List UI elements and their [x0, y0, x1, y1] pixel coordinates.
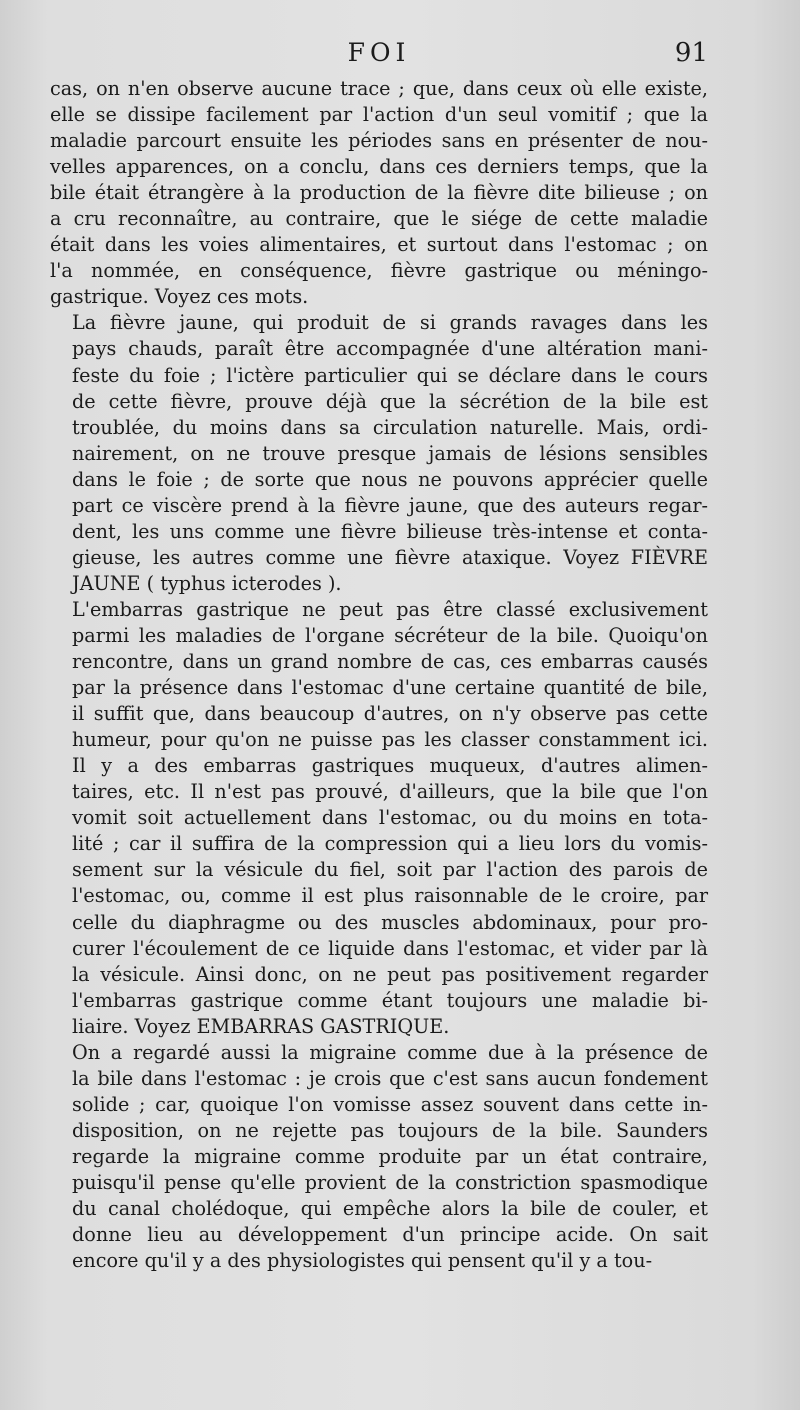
- text-line: cas, on n'en observe aucune trace ; que, dans ceux où elle existe,: [50, 77, 708, 100]
- text-line: gieuse, les autres comme une fièvre ataxique. Voyez FIÈVRE: [72, 545, 708, 569]
- text-line: parmi les maladies de l'organe sécréteur de la bile. Quoiqu'on: [72, 623, 708, 647]
- text-line: de cette fièvre, prouve déjà que la sécrétion de la bile est: [72, 389, 708, 413]
- text-line: maladie parcourt ensuite les périodes sans en présenter de nou-: [50, 129, 708, 153]
- text-line: L'embarras gastrique ne peut pas être classé exclusivement: [72, 597, 708, 621]
- text-line: rencontre, dans un grand nombre de cas, ces embarras causés: [72, 650, 708, 674]
- page-header: [50, 38, 708, 78]
- paragraph: [50, 597, 708, 1040]
- text-line: taires, etc. Il n'est pas prouvé, d'ailleurs, que la bile que l'on: [72, 780, 708, 804]
- paragraph: [50, 1040, 708, 1274]
- text-line: Il y a des embarras gastriques muqueux, d'autres alimen-: [72, 754, 708, 778]
- text-line: puisqu'il pense qu'elle provient de la constriction spasmodique: [72, 1170, 708, 1194]
- text-line: On a regardé aussi la migraine comme due à la présence de: [72, 1040, 708, 1064]
- text-line: vomit soit actuellement dans l'estomac, ou du moins en tota-: [72, 806, 708, 830]
- text-line: liaire. Voyez EMBARRAS GASTRIQUE.: [72, 1014, 450, 1038]
- text-line: disposition, on ne rejette pas toujours de la bile. Saunders: [72, 1118, 708, 1142]
- paragraph: [50, 76, 708, 310]
- text-line: curer l'écoulement de ce liquide dans l'estomac, et vider par là: [72, 936, 708, 960]
- text-line: l'embarras gastrique comme étant toujours une maladie bi-: [72, 988, 708, 1012]
- text-line: par la présence dans l'estomac d'une certaine quantité de bile,: [72, 676, 708, 700]
- text-line: du canal cholédoque, qui empêche alors la bile de couler, et: [72, 1197, 708, 1221]
- text-line: encore qu'il y a des physiologistes qui pensent qu'il y a tou-: [72, 1249, 653, 1273]
- text-line: il suffit que, dans beaucoup d'autres, on n'y observe pas cette: [72, 702, 708, 726]
- text-line: bile était étrangère à la production de la fièvre dite bilieuse ; on: [50, 181, 708, 205]
- text-line: velles apparences, on a conclu, dans ces derniers temps, que la: [50, 155, 708, 179]
- text-line: l'estomac, ou, comme il est plus raisonnable de le croire, par: [72, 884, 708, 908]
- text-line: gastrique. Voyez ces mots.: [50, 285, 309, 309]
- text-line: sement sur la vésicule du fiel, soit par l'action des parois de: [72, 858, 708, 882]
- text-line: feste du foie ; l'ictère particulier qui se déclare dans le cours: [72, 363, 708, 387]
- text-line: lité ; car il suffira de la compression qui a lieu lors du vomis-: [72, 832, 708, 856]
- text-line: donne lieu au développement d'un principe acide. On sait: [72, 1223, 708, 1247]
- text-line: JAUNE ( typhus icterodes ).: [72, 571, 342, 595]
- body-text: [50, 76, 708, 1274]
- text-line: a cru reconnaître, au contraire, que le siége de cette maladie: [50, 207, 708, 231]
- text-line: la vésicule. Ainsi donc, on ne peut pas positivement regarder: [72, 962, 708, 986]
- page-number: 91: [674, 38, 708, 68]
- text-line: l'a nommée, en conséquence, fièvre gastrique ou méningo-: [50, 259, 708, 283]
- text-line: elle se dissipe facilement par l'action d'un seul vomitif ; que la: [50, 103, 708, 127]
- text-line: pays chauds, paraît être accompagnée d'une altération mani-: [72, 337, 708, 361]
- text-line: dans le foie ; de sorte que nous ne pouvons apprécier quelle: [72, 467, 708, 491]
- running-title: FOI: [347, 38, 411, 67]
- text-line: regarde la migraine comme produite par un état contraire,: [72, 1144, 708, 1168]
- text-line: troublée, du moins dans sa circulation naturelle. Mais, ordi-: [72, 415, 708, 439]
- text-line: la bile dans l'estomac : je crois que c'est sans aucun fondement: [72, 1066, 708, 1090]
- text-line: solide ; car, quoique l'on vomisse assez souvent dans cette in-: [72, 1092, 708, 1116]
- text-line: humeur, pour qu'on ne puisse pas les classer constamment ici.: [72, 728, 708, 752]
- text-line: dent, les uns comme une fièvre bilieuse très-intense et conta-: [72, 519, 708, 543]
- text-line: était dans les voies alimentaires, et surtout dans l'estomac ; on: [50, 233, 708, 257]
- text-line: nairement, on ne trouve presque jamais de lésions sensibles: [72, 441, 708, 465]
- paragraph: [50, 310, 708, 597]
- text-line: celle du diaphragme ou des muscles abdominaux, pour pro-: [72, 910, 708, 934]
- text-line: part ce viscère prend à la fièvre jaune, que des auteurs regar-: [72, 493, 708, 517]
- text-line: La fièvre jaune, qui produit de si grands ravages dans les: [72, 311, 708, 335]
